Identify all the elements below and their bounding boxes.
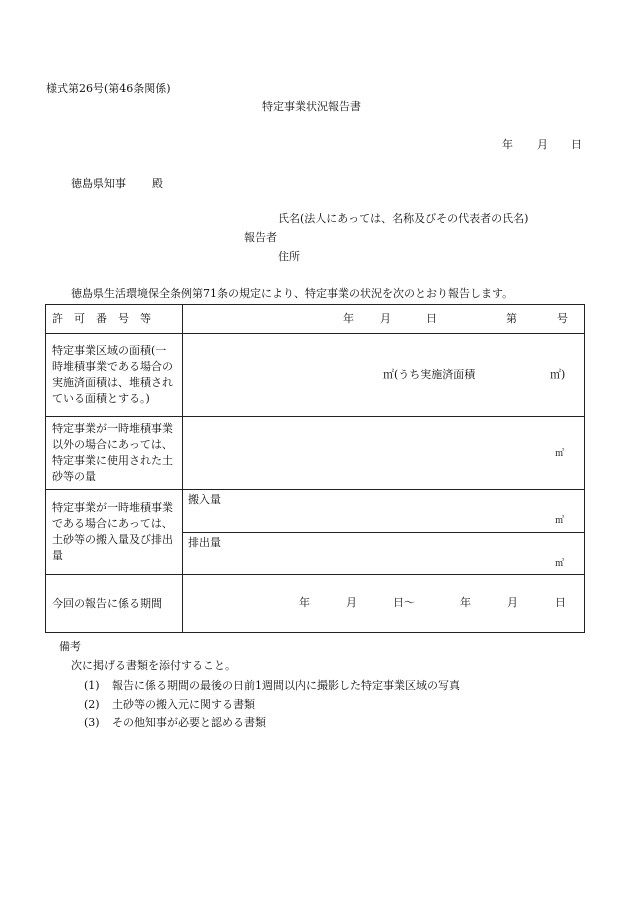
period-cell[interactable] <box>183 575 585 633</box>
honorific: 殿 <box>152 177 163 190</box>
permit-dai: 第 <box>506 312 517 325</box>
permit-month: 月 <box>380 312 391 325</box>
note-item-3-number: (3) <box>84 716 100 729</box>
soil-volume-cell[interactable] <box>183 417 585 490</box>
date-month-label: 月 <box>537 138 548 151</box>
permit-number-row <box>46 305 585 334</box>
intro-text: 徳島県生活環境保全条例第71条の規定により、特定事業の状況を次のとおり報告します。 <box>71 287 514 300</box>
permit-day: 日 <box>426 312 437 325</box>
area-unit-text: ㎡(うち実施済面積 <box>383 368 476 381</box>
period-day-start: 日～ <box>393 596 415 609</box>
report-table <box>45 304 585 633</box>
soil-volume-unit: ㎥ <box>555 449 565 459</box>
note-item-2-text: 土砂等の搬入元に関する書類 <box>112 698 255 711</box>
period-day-end: 日 <box>555 596 566 609</box>
soil-volume-row <box>46 417 585 490</box>
addressee: 徳島県知事 <box>71 177 126 190</box>
date-year-label: 年 <box>502 138 513 151</box>
permit-year: 年 <box>343 312 354 325</box>
permit-number-label: 許 可 番 号 等 <box>46 305 183 334</box>
notes-intro: 次に掲げる書類を添付すること。 <box>71 659 236 672</box>
period-label: 今回の報告に係る期間 <box>46 575 183 633</box>
notes-heading: 備考 <box>59 640 81 653</box>
area-unit-close: ㎡) <box>550 368 566 381</box>
period-month-start: 月 <box>346 596 357 609</box>
carry-out-label: 排出量 <box>188 536 221 549</box>
date-day-label: 日 <box>571 138 582 151</box>
carry-label: 特定事業が一時堆積事業である場合にあっては、土砂等の搬入量及び排出量 <box>46 490 183 575</box>
form-number: 様式第26号(第46条関係) <box>46 82 171 95</box>
carry-out-section[interactable] <box>183 533 584 574</box>
carry-in-section[interactable] <box>183 490 584 533</box>
period-year-end: 年 <box>460 596 471 609</box>
period-row <box>46 575 585 633</box>
carry-out-unit: ㎥ <box>555 559 565 569</box>
reporter-name-label: 氏名(法人にあっては、名称及びその代表者の氏名) <box>278 212 529 225</box>
period-month-end: 月 <box>507 596 518 609</box>
document-title: 特定事業状況報告書 <box>262 100 361 113</box>
area-row <box>46 334 585 417</box>
reporter-address-label: 住所 <box>278 250 300 263</box>
soil-volume-label: 特定事業が一時堆積事業以外の場合にあっては、特定事業に使用された土砂等の量 <box>46 417 183 490</box>
note-item-1-number: (1) <box>84 679 100 692</box>
carry-row <box>46 490 585 575</box>
area-cell[interactable] <box>183 334 585 417</box>
note-item-3-text: その他知事が必要と認める書類 <box>112 716 266 729</box>
permit-go: 号 <box>557 312 568 325</box>
carry-cell <box>183 490 585 575</box>
permit-number-cell[interactable] <box>183 305 585 334</box>
carry-in-unit: ㎥ <box>555 516 565 526</box>
note-item-2-number: (2) <box>84 698 100 711</box>
note-item-1-text: 報告に係る期間の最後の日前1週間以内に撮影した特定事業区域の写真 <box>112 679 460 692</box>
reporter-label: 報告者 <box>244 231 277 244</box>
area-label: 特定事業区域の面積(一時堆積事業である場合の実施済面積は、堆積されている面積とする。) <box>46 334 183 417</box>
carry-in-label: 搬入量 <box>188 493 221 506</box>
period-year-start: 年 <box>299 596 310 609</box>
